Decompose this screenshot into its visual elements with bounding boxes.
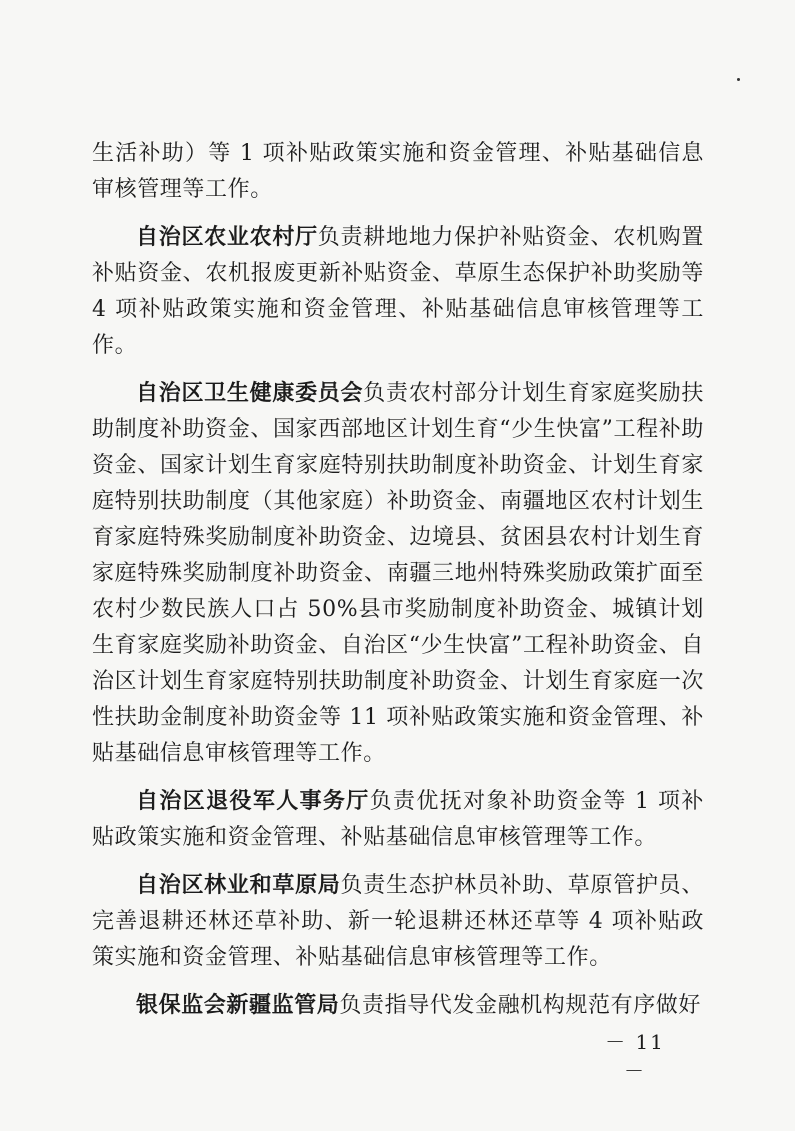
paragraph-text: 负责农村部分计划生育家庭奖励扶助制度补助资金、国家西部地区计划生育“少生快富”工程补助资金、国家计划生育家庭特别扶助制度补助资金、计划生育家庭特别扶助制度（其他家庭）补助资金、南疆地区农村计划生育家庭特殊奖励制度补助资金、边境县、贫困县农村计划生育家庭特殊奖励制度补助资金、南疆三地州特殊奖励政策扩面至农村少数民族人口占 50%县市奖励制度补助资金、城镇计划生育家庭奖励补助资金、自治区“少生快富”工程补助资金、自治区计划生育家庭特别扶助制度补助资金、计划生育家庭一次性扶助金制度补助资金等 11 项补贴政策实施和资金管理、补贴基础信息审核管理等工作。	[92, 381, 704, 766]
paragraph-agriculture	[92, 220, 704, 364]
paragraph-veterans	[92, 784, 704, 856]
scan-speck	[737, 78, 740, 81]
paragraph-text: 生活补助）等 1 项补贴政策实施和资金管理、补贴基础信息审核管理等工作。	[92, 141, 704, 202]
paragraph-text: 负责耕地地力保护补贴资金、农机购置补贴资金、农机报废更新补贴资金、草原生态保护补助奖励等 4 项补贴政策实施和资金管理、补贴基础信息审核管理等工作。	[92, 225, 704, 358]
organization-name: 自治区退役军人事务厅	[136, 789, 370, 814]
organization-name: 自治区卫生健康委员会	[136, 381, 364, 406]
paragraph-continuation	[92, 136, 704, 208]
organization-name: 自治区林业和草原局	[136, 873, 341, 898]
paragraph-banking	[92, 988, 704, 1024]
paragraph-health	[92, 376, 704, 772]
body-text	[92, 136, 704, 1024]
organization-name: 自治区农业农村厅	[136, 225, 318, 250]
paragraph-text: 负责优抚对象补助资金等 1 项补贴政策实施和资金管理、补贴基础信息审核管理等工作。	[92, 789, 704, 850]
page-number: － 11 －	[605, 1030, 665, 1083]
organization-name: 银保监会新疆监管局	[136, 993, 340, 1018]
paragraph-forestry	[92, 868, 704, 976]
paragraph-text: 负责生态护林员补助、草原管护员、完善退耕还林还草补助、新一轮退耕还林还草等 4 项补贴政策实施和资金管理、补贴基础信息审核管理等工作。	[92, 873, 704, 970]
paragraph-text: 负责指导代发金融机构规范有序做好	[339, 993, 702, 1018]
